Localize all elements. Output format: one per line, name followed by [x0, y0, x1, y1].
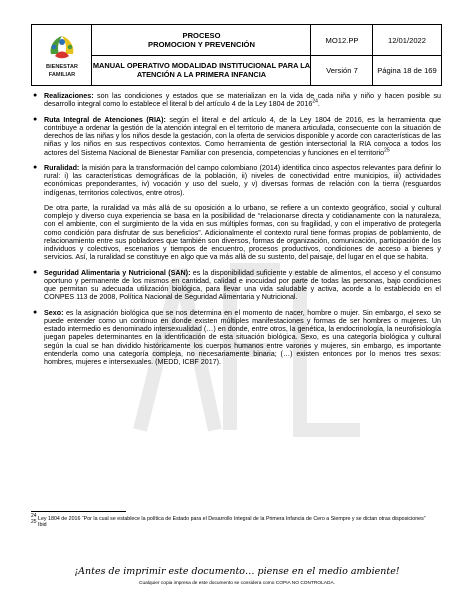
definition-item [31, 92, 441, 109]
manual-title-line2: ATENCIÓN A LA PRIMERA INFANCIA [136, 70, 267, 79]
definition-extra-paragraph: De otra parte, la ruralidad va más allá de su oposición a lo urbano, se refiere a un contexto geográfico, social y cultural complejo y diverso cuya experiencia se basa en la posibilidad de “relacionarse directa y cotidianamente con la naturaleza, con el ambiente, con el surgimiento de la vida en sus múltiples formas, con su fragilidad, y con el imperativo de protegerla como condición para disfrutar de sus beneficios”. Adicionalmente el contexto rural tiene formas propias de poblamiento, de relacionamiento entre sus pobladores que también son diversos, formas de organización, comunicación, participación de los individuos y colectivos, escenarios y tiempos de encuentro, procesos productivos, condiciones de acceso a bienes y servicios. Así, la ruralidad se constituye en algo que va más allá de su sustento, del paisaje, del lugar en el que se habita. [44, 203, 441, 262]
footer-notice: Cualquier copia impresa de este documento se considera como COPIA NO CONTROLADA. [139, 581, 335, 586]
document-date: 12/01/2022 [387, 35, 426, 45]
logo-text-1: BIENESTAR [46, 64, 78, 70]
process-title-line2: PROMOCION Y PREVENCIÓN [148, 40, 255, 49]
definitions-list [31, 92, 441, 373]
document-header [31, 24, 442, 86]
definition-text: es la disponibilidad suficiente y estable de alimentos, el acceso y el consumo oportuno y permanente de los mismos en cantidad, calidad e inocuidad por parte de todas las personas, bajo condiciones que permitan su adecuada utilización biológica, para llevar una vida saludable y activa, acorde a lo establecido en el CONPES 113 de 2008, Política Nacional de Seguridad Alimentaria y Nutricional. [44, 268, 442, 302]
definition-text: la misión para la transformación del campo colombiano (2014) identifica cinco aspectos relevantes para definir lo rural: i) las características demográficas de la población, ii) niveles de conectividad entre municipios, iii) actividades económicas preponderantes, iv) vocación y uso del suelo, y v) diversas formas de relación con la tierra (resguardos indígenas, territorios colectivos, entre otros). [44, 163, 441, 197]
definition-item [31, 164, 441, 262]
definition-item [31, 309, 441, 367]
bullet-icon: ● [33, 308, 38, 316]
document-version: Versión 7 [326, 65, 358, 75]
definition-term: Seguridad Alimentaria y Nutricional (SAN): [44, 268, 191, 277]
definition-item [31, 269, 441, 302]
manual-title [92, 55, 311, 85]
icbf-logo [32, 25, 92, 85]
definition-term: Realizaciones: [44, 92, 94, 100]
definition-tail: . [317, 100, 320, 109]
footnotes [31, 513, 441, 529]
footer-slogan: ¡Antes de imprimir este documento… piense en el medio ambiente! [74, 566, 400, 577]
definition-term: Ruralidad: [44, 163, 80, 172]
footnote-ref[interactable]: 25 [384, 147, 390, 154]
process-title-line1: PROCESO [182, 31, 221, 40]
footnote-ref[interactable]: 24 [312, 98, 318, 105]
document-code: MO12.PP [325, 35, 359, 45]
bullet-icon: ● [33, 163, 38, 171]
definition-text: es la asignación biológica que se nos determina en el momento de nacer, hombre o mujer. Sin embargo, el sexo se puede entender como un continuo en donde existen múltiples manifestaciones y formas de ser hombres o mujeres. Un estado intermedio es denominado intersexualidad (…) en donde, entre otros, la genética, la endocrinología, la neurofisiología juegan papeles determinantes en la identificación de esta situación biológica. Sexo, es una categoría biológica y cultural según la cual se han dividido históricamente los cuerpos humanos entre varones y mujeres, sin embargo, es importante entenderla como una categoría compleja, no necesariamente binaria; (…) existen entonces por lo menos tres sexos: hombres, mujeres e intersexuales. (MEDD, ICBF 2017). [44, 308, 441, 366]
bullet-icon: ● [33, 115, 38, 123]
logo-mark-icon [45, 32, 79, 62]
footnote-number: 25 [31, 519, 37, 526]
page-number: Página 18 de 169 [377, 65, 437, 75]
definition-text: son las condiciones y estados que se materializan en la vida de cada niña y niño y hacen posible su desarrollo integral como lo establece el literal b del artículo 4 de la Ley 1804 de 2016 [44, 92, 441, 109]
definition-text: según el literal e del artículo 4, de la Ley 1804 de 2016, es la herramienta que contribuye a ordenar la gestión de la atención integral en el territorio de manera articulada, consecuente con la situación de derechos de las niñas y los niños desde la gestación, con la oferta de servicios disponible y acorde con características de las niñas y los niños en sus respectivos contextos. Como herramienta de gestión intersectorial la RIA convoca a todos los actores del Sistema Nacional de Bienestar Familiar con presencia, competencias y funciones en el territorio [44, 115, 441, 157]
process-title [92, 25, 311, 55]
footnote-24 [31, 513, 441, 522]
footnote-text: Ley 1804 de 2016 “Por la cual se establece la política de Estado para el Desarrollo Integral de la Primera Infancia de Cero a Siempre y se dictan otras disposiciones” [36, 516, 426, 522]
definition-item [31, 116, 441, 157]
manual-title-line1: MANUAL OPERATIVO MODALIDAD INSTITUCIONAL PARA LA [92, 61, 311, 70]
bullet-icon: ● [33, 268, 38, 276]
footnote-text: Ibid [36, 522, 47, 529]
logo-text-2: FAMILIAR [48, 72, 76, 78]
definition-term: Sexo: [44, 308, 64, 317]
bullet-icon: ● [33, 92, 38, 99]
footnote-number: 24 [31, 513, 37, 520]
definition-term: Ruta Integral de Atenciones (RIA): [44, 115, 166, 124]
footnote-divider [31, 511, 126, 512]
